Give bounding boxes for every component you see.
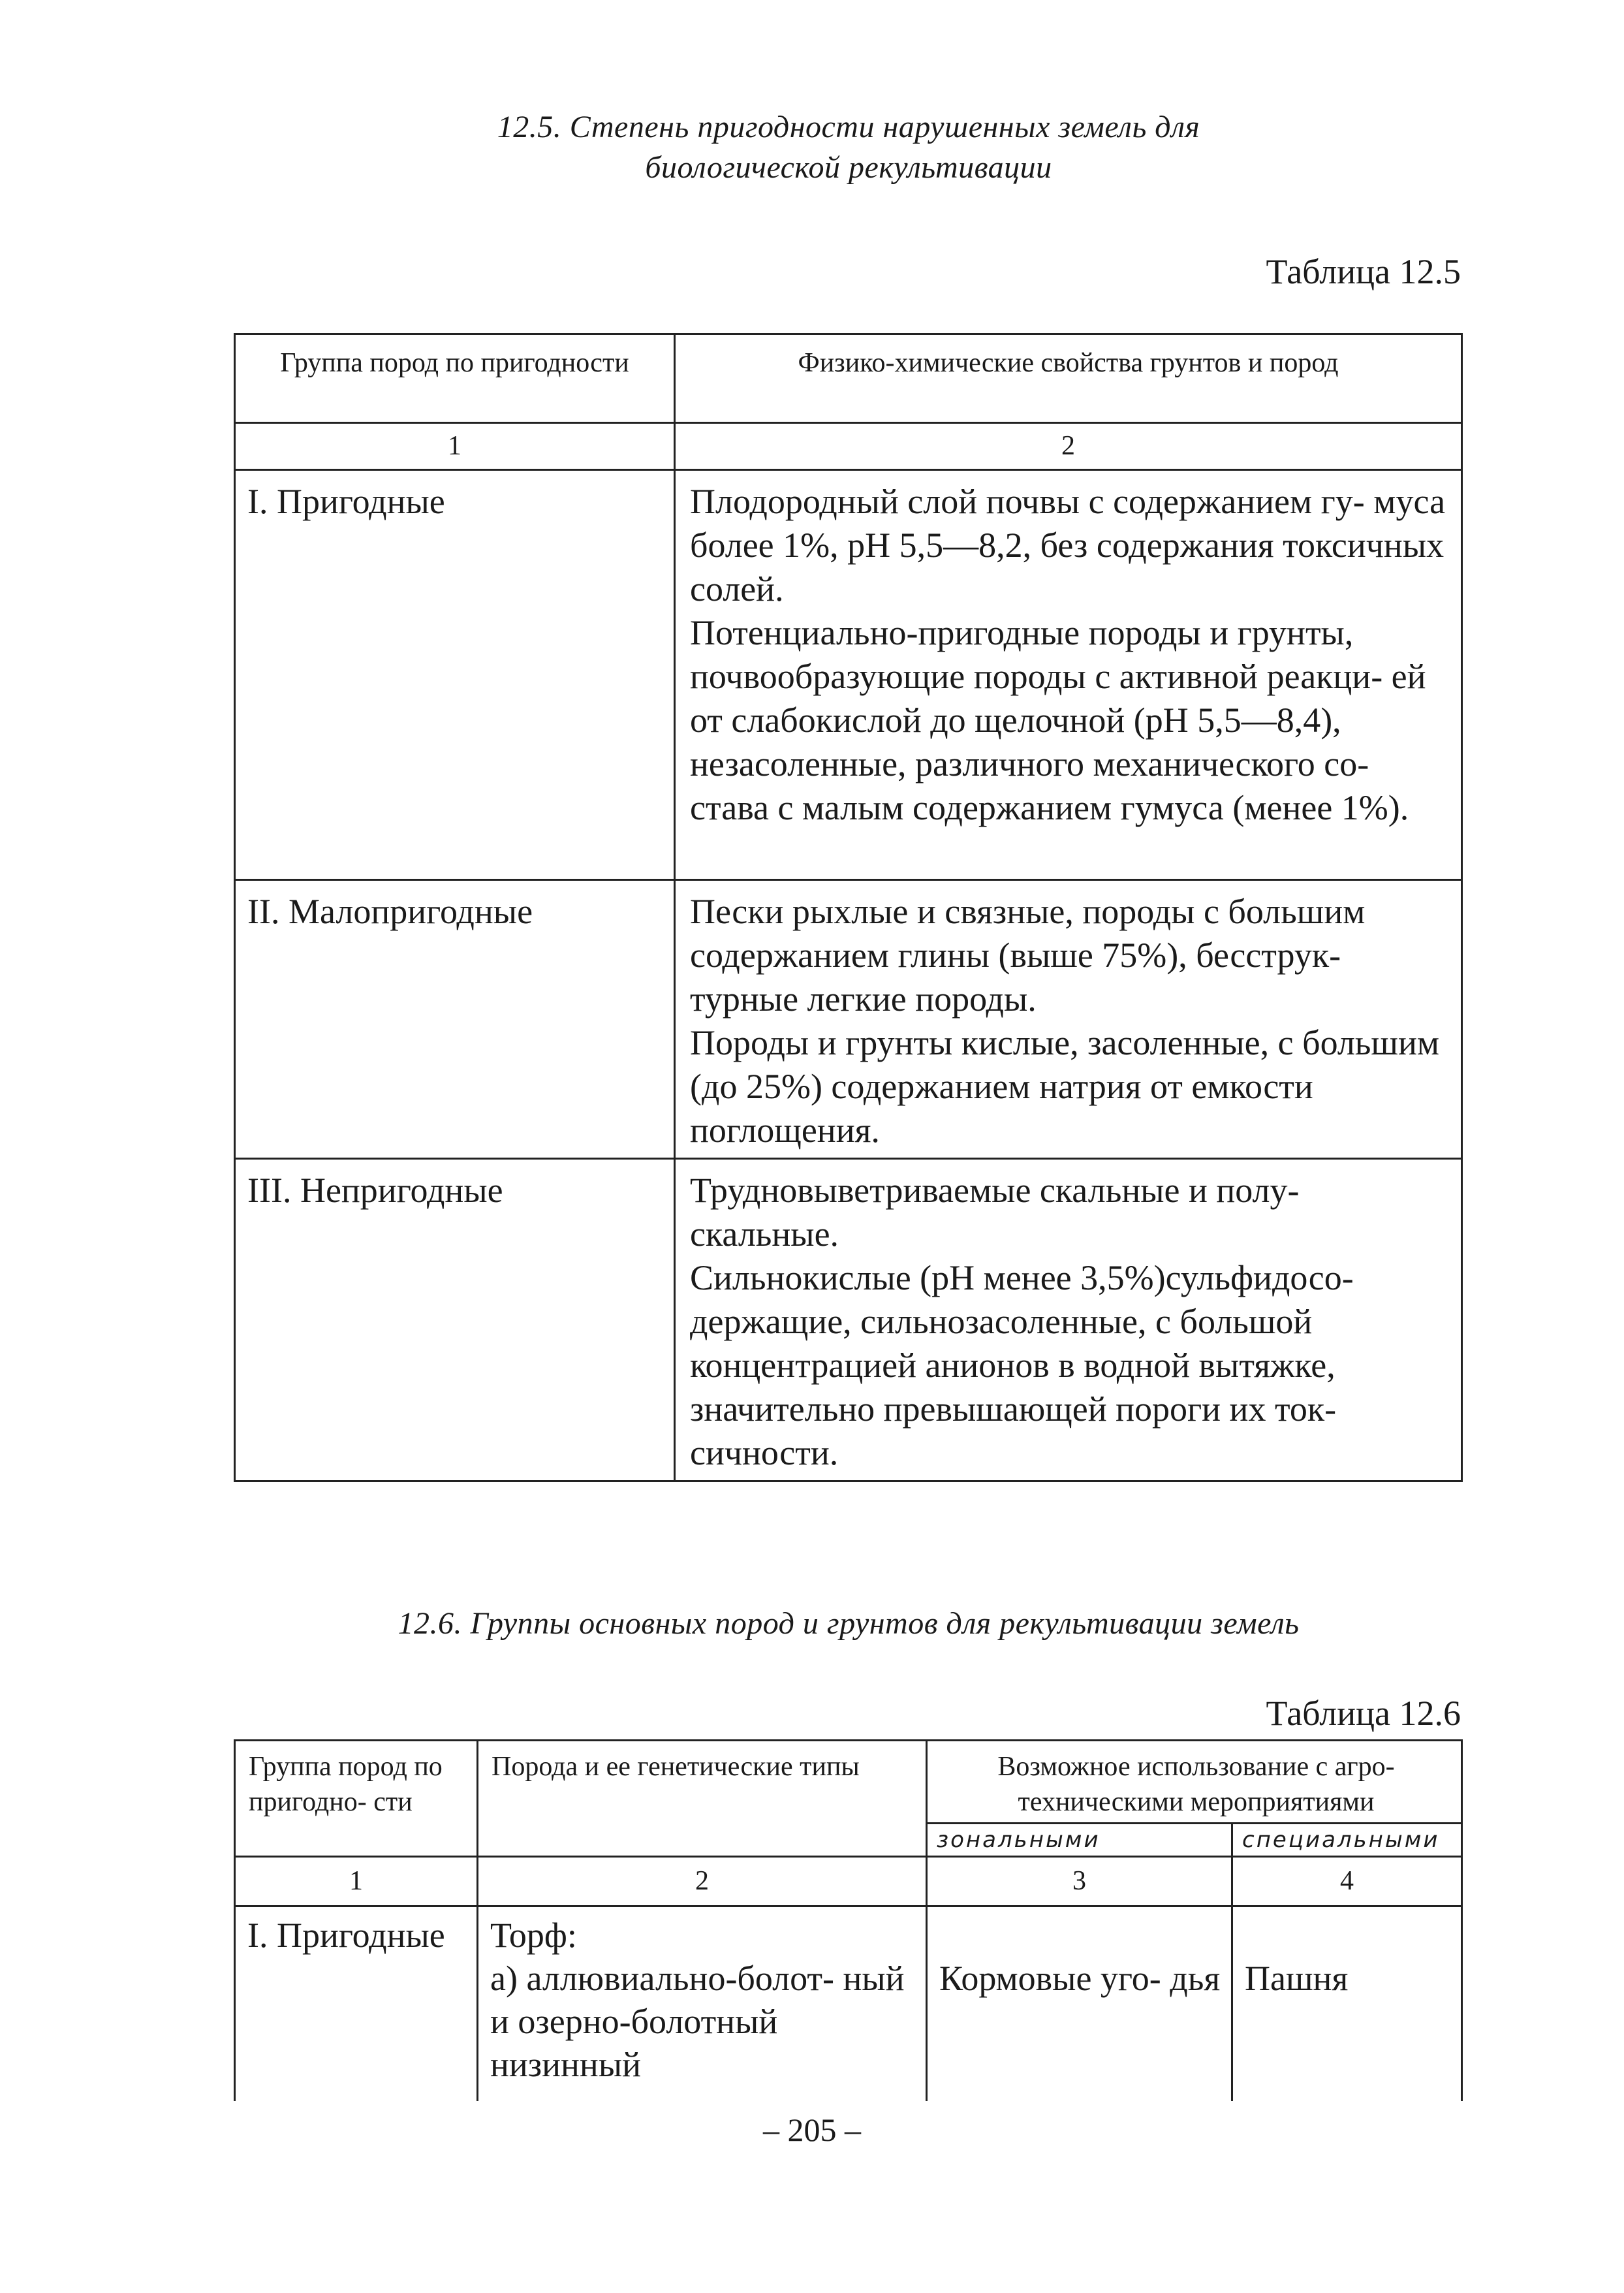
table-label-12-6: Таблица 12.6 (1266, 1694, 1461, 1733)
rock-item: а) аллювиально-болот- ный и озерно-болотный низинный (490, 1959, 905, 2084)
table-header-row (235, 1741, 1462, 1824)
table-row (235, 1906, 1462, 2101)
zonal-usage-text: Кормовые уго- дья (939, 1959, 1221, 1998)
rock-cell (478, 1906, 927, 2101)
section-heading-12-5 (261, 107, 1436, 188)
group-cell-suitable: I. Пригодные (235, 470, 675, 880)
table-row (235, 880, 1462, 1159)
subheader-special: специальными (1232, 1824, 1462, 1857)
properties-cell-unsuitable (675, 1159, 1462, 1481)
properties-paragraph: Потенциально-пригодные породы и грунты, почвообразующие породы с активной реакци- ей от слабокислой до щелочной (pH 5,5—8,4), незасоленные, различного механического со- става с малым содержанием гумуса (менее 1%). (690, 613, 1426, 827)
column-number-2: 2 (478, 1857, 927, 1906)
page-number: – 205 – (763, 2111, 861, 2148)
column-number-row (235, 1857, 1462, 1906)
properties-paragraph: Трудновыветриваемые скальные и полу- скальные. (690, 1171, 1300, 1254)
properties-paragraph: Породы и грунты кислые, засоленные, с большим (до 25%) содержанием натрия от емкости поглощения. (690, 1023, 1440, 1150)
column-number-row (235, 423, 1462, 470)
properties-paragraph: Пески рыхлые и связные, породы с большим содержанием глины (выше 75%), бесструк- турные легкие породы. (690, 892, 1366, 1019)
column-number-1: 1 (235, 1857, 478, 1906)
group-cell-low-suitability: II. Малопригодные (235, 880, 675, 1159)
table-label-12-5: Таблица 12.5 (1266, 252, 1461, 291)
column-number-4: 4 (1232, 1857, 1462, 1906)
column-number-1: 1 (235, 423, 675, 470)
heading-line-1: 12.5. Степень пригодности нарушенных земель для (497, 110, 1200, 144)
zonal-usage-cell (927, 1906, 1232, 2101)
group-cell-suitable: I. Пригодные (235, 1906, 478, 2101)
table-row (235, 1159, 1462, 1481)
properties-paragraph: Сильнокислые (pH менее 3,5%)сульфидосо- держащие, сильнозасоленные, с большой концентрацией анионов в водной вытяжке, значительно превышающей пороги их ток- сичности. (690, 1258, 1354, 1472)
table-row (235, 470, 1462, 880)
rock-title: Торф: (490, 1916, 577, 1955)
cell-spacer (939, 1914, 1222, 1957)
properties-cell-suitable (675, 470, 1462, 880)
heading-line-2: биологической рекультивации (645, 150, 1052, 185)
cell-spacer (1245, 1914, 1452, 1957)
column-header-usage: Возможное использование с агро- техническими мероприятиями (927, 1741, 1462, 1824)
properties-paragraph: Плодородный слой почвы с содержанием гу- муса более 1%, pH 5,5—8,2, без содержания токсичных солей. (690, 482, 1446, 609)
group-cell-unsuitable: III. Непригодные (235, 1159, 675, 1481)
subheader-zonal: зональными (927, 1824, 1232, 1857)
column-number-2: 2 (675, 423, 1462, 470)
column-header-group: Группа пород по пригодно- сти (235, 1741, 478, 1857)
column-number-3: 3 (927, 1857, 1232, 1906)
special-usage-text: Пашня (1245, 1959, 1349, 1998)
table-12-6 (234, 1739, 1463, 2101)
properties-cell-low-suitability (675, 880, 1462, 1159)
special-usage-cell (1232, 1906, 1462, 2101)
section-heading-12-6: 12.6. Группы основных пород и грунтов для рекультивации земель (398, 1606, 1300, 1641)
column-header-properties: Физико-химические свойства грунтов и пород (675, 334, 1462, 423)
table-header-row (235, 334, 1462, 423)
column-header-group: Группа пород по пригодности (235, 334, 675, 423)
column-header-rock: Порода и ее генетические типы (478, 1741, 927, 1857)
table-12-5 (234, 333, 1463, 1482)
